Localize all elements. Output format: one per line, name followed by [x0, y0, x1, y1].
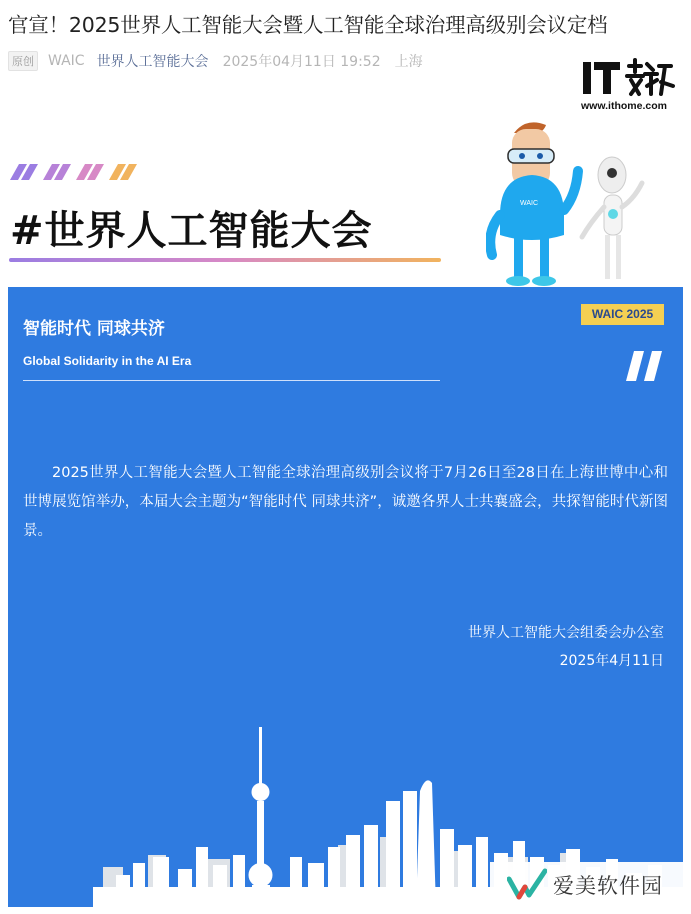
quote-mark-icon	[626, 351, 666, 383]
banner-hashtag: #世界人工智能大会	[10, 208, 373, 254]
announcement-body: 2025世界人工智能大会暨人工智能全球治理高级别会议将于7月26日至28日在上海世博中心和世博展览馆举办，本届大会主题为“智能时代 同球共济”，诚邀各界人士共襄盛会，共探智能时代新图景。	[23, 465, 668, 539]
article-title: 官宣！2025世界人工智能大会暨人工智能全球治理高级别会议定档	[8, 13, 608, 37]
ithome-logo	[581, 56, 676, 116]
announcement-panel	[8, 287, 683, 907]
panel-slogan-en: Global Solidarity in the AI Era	[23, 354, 192, 368]
slogan-divider	[23, 380, 440, 381]
panel-slogan: 智能时代 同球共济	[23, 319, 165, 339]
decorative-stripes	[10, 162, 150, 182]
announcement-signature	[468, 619, 664, 675]
publish-date: 2025年04月11日 19:52	[222, 54, 381, 70]
account-link[interactable]: 世界人工智能大会	[96, 54, 209, 70]
banner-underline	[9, 258, 441, 262]
watermark-text: 爱美软件园	[553, 873, 663, 898]
original-tag: 原创	[8, 51, 38, 71]
watermark-logo-icon	[507, 867, 547, 903]
mascot-illustration	[486, 115, 656, 293]
site-watermark	[490, 862, 683, 907]
waic-badge: WAIC 2025	[581, 304, 664, 325]
article-source: WAIC	[48, 53, 85, 69]
svg-text:WAIC: WAIC	[520, 200, 539, 207]
signer-name: 世界人工智能大会组委会办公室	[468, 625, 664, 641]
publish-location: 上海	[394, 54, 423, 70]
sign-date: 2025年4月11日	[559, 653, 664, 669]
ithome-url: www.ithome.com	[581, 100, 667, 112]
article-meta	[8, 51, 423, 71]
